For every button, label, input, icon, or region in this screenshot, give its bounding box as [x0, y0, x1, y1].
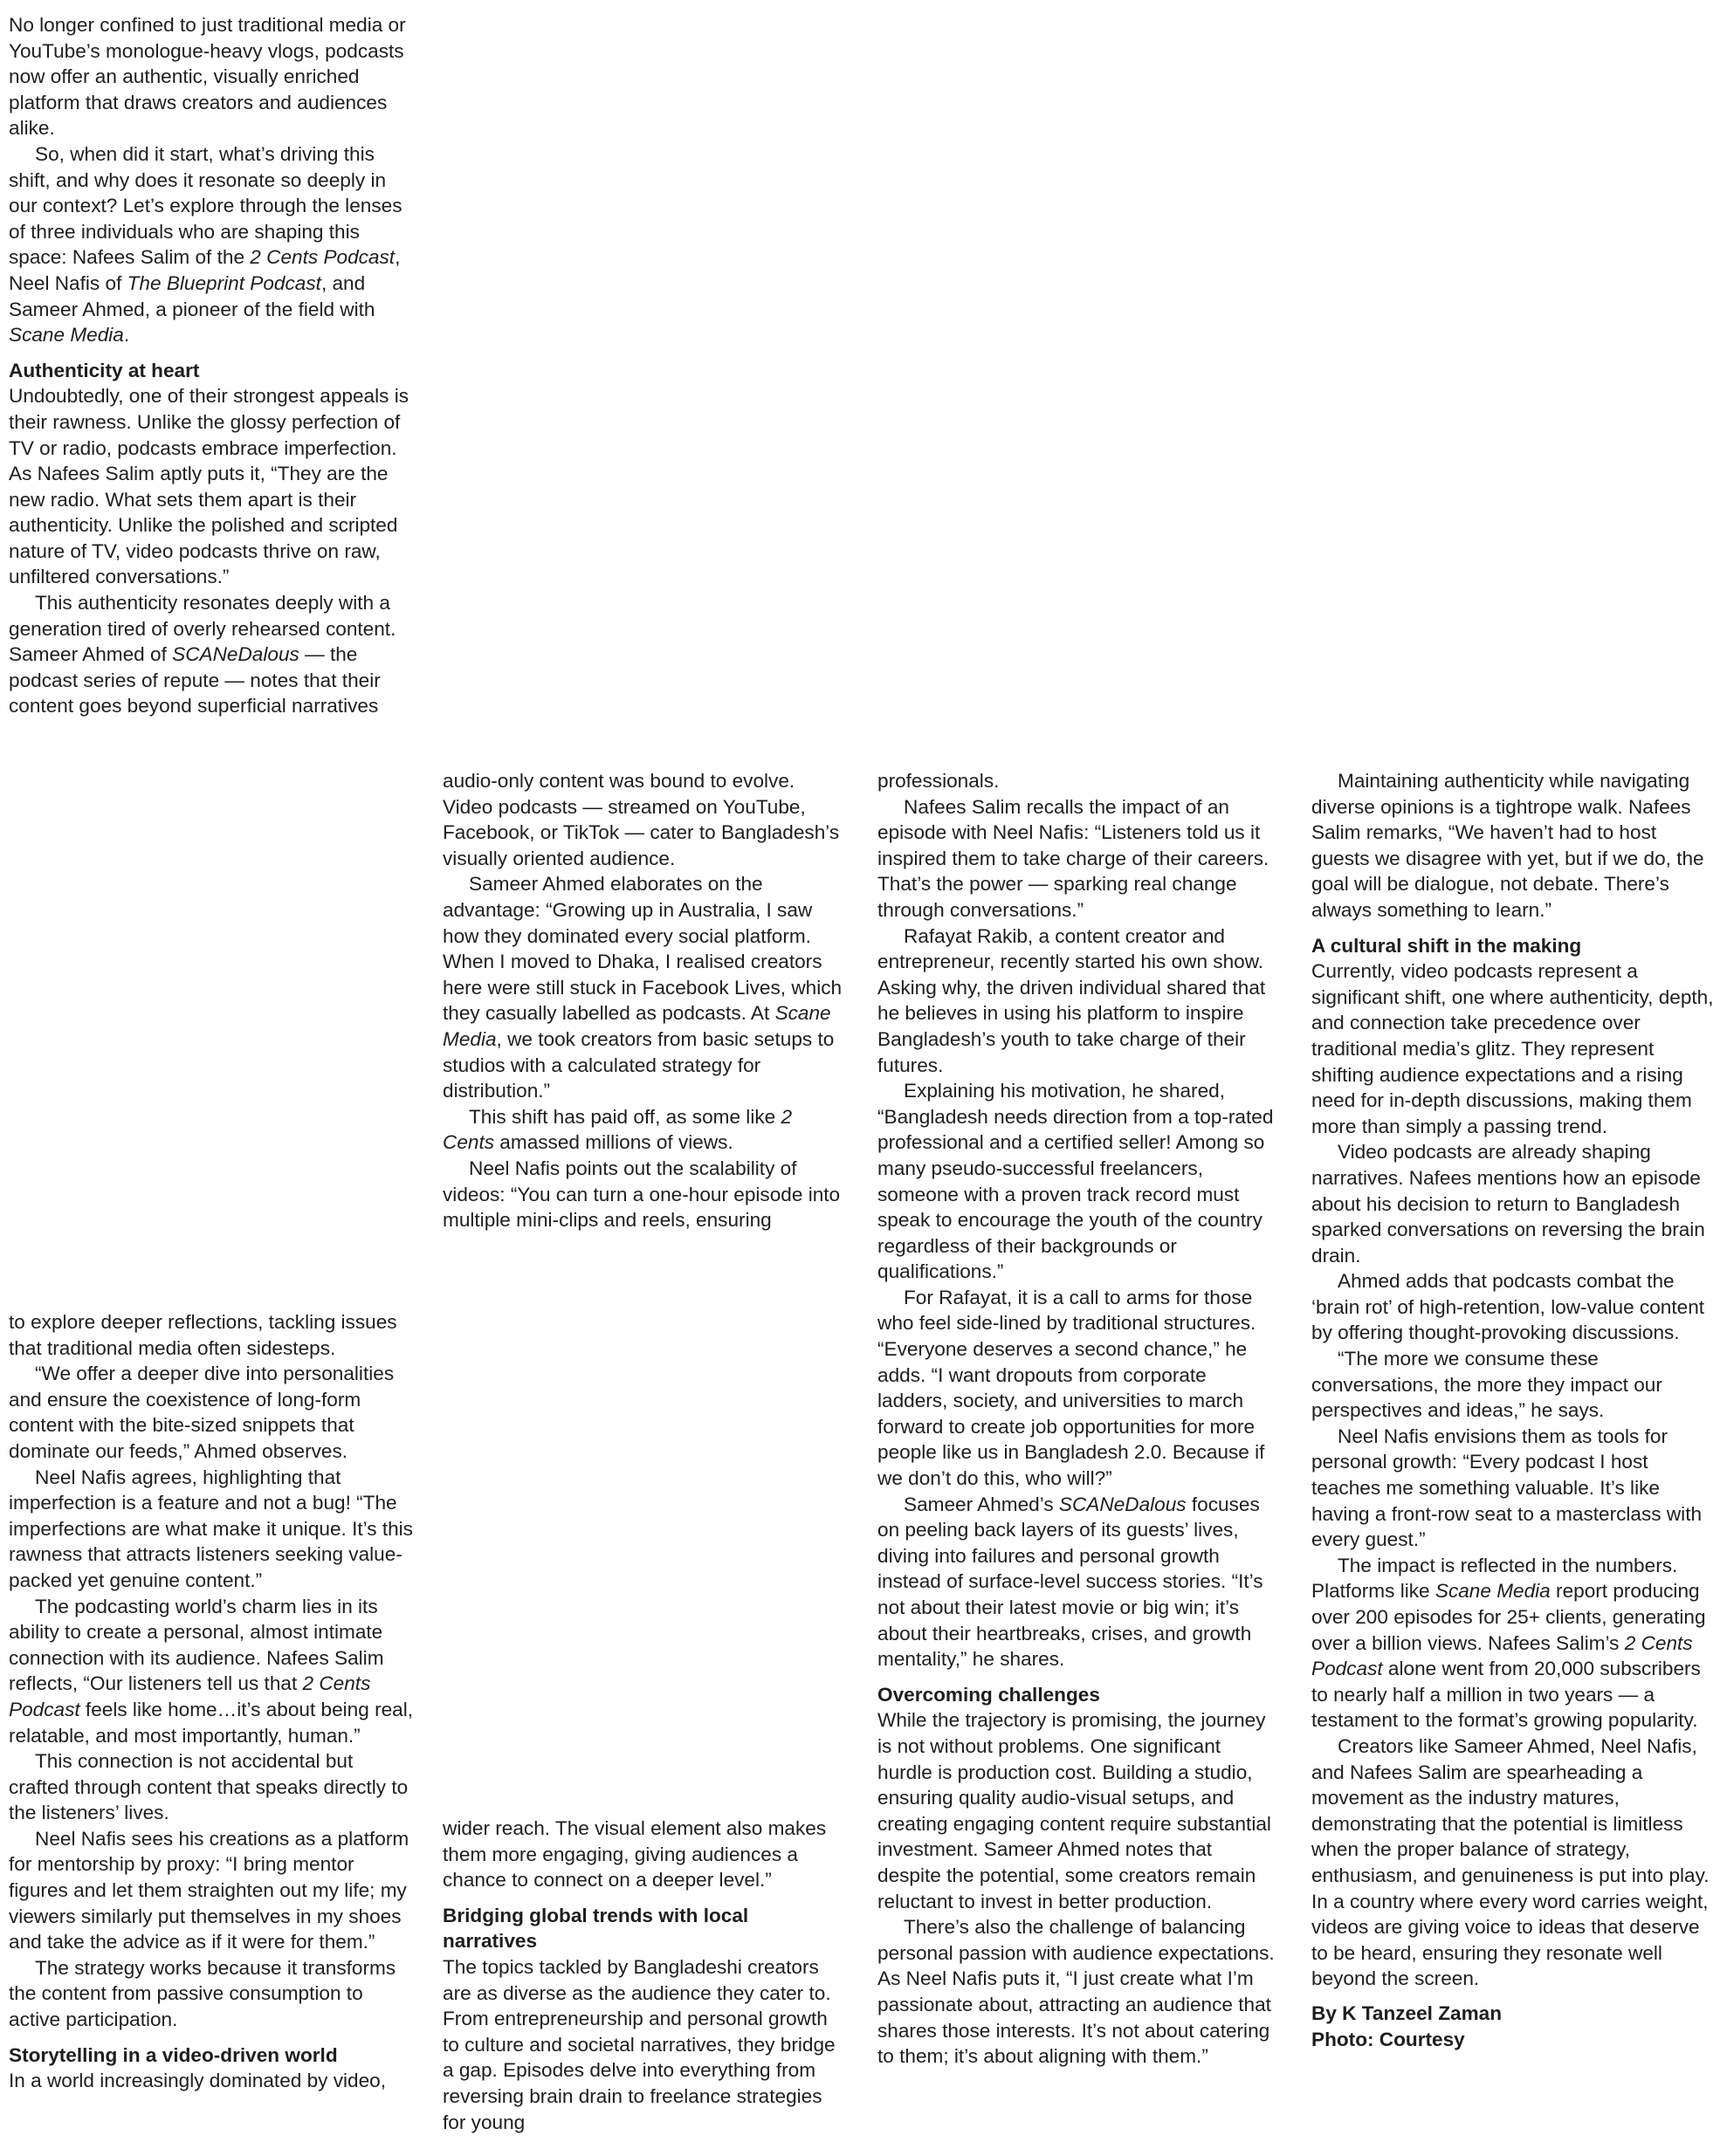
paragraph: There’s also the challenge of balancing personal passion with audience expectations. As Neel Nafis puts it, “I just create what I’m passionate about, attracting an audience that shares those interests. It’s not about catering to them; it’s about aligning with them.”: [877, 1916, 1275, 2068]
paragraph: The strategy works because it transforms the content from passive consumption to active participation.: [9, 1956, 396, 2031]
text-run: Sameer Ahmed elaborates on the advantage: “Growing up in Australia, I saw how they dominated every social platform. When I moved to Dhaka, I realised creators here were still stuck in Facebook Lives, which they casually labelled as podcasts. At: [443, 873, 843, 1025]
section-heading: A cultural shift in the making: [1311, 934, 1582, 957]
paragraph: to explore deeper reflections, tackling issues that traditional media often sidesteps.: [9, 1311, 397, 1359]
column-1-bottom: [9, 1309, 415, 2094]
paragraph: Maintaining authenticity while navigating diverse opinions is a tightrope walk. Nafees Salim remarks, “We haven’t had to host guests we disagree with yet, but if we do, the goal will be dialogue, not debate. There’s always something to learn.”: [1311, 770, 1704, 921]
paragraph: Explaining his motivation, he shared, “Bangladesh needs direction from a top-rated professional and a certified seller! Among so many pseudo-successful freelancers, someone with a proven track record must speak to encourage the youth of the country regardless of their backgrounds or qualifications.”: [877, 1080, 1274, 1283]
paragraph: No longer confined to just traditional media or YouTube’s monologue-heavy vlogs, podcasts now offer an authentic, visually enriched platform that draws creators and audiences alike.: [9, 14, 406, 140]
text-run: This authenticity resonates deeply with a generation tired of overly rehearsed content. Sameer Ahmed of: [9, 592, 396, 666]
paragraph: “We offer a deeper dive into personalities and ensure the coexistence of long-form content with the bite-sized snippets that dominate our feeds,” Ahmed observes.: [9, 1363, 395, 1462]
text-run: report producing over 200 episodes for 25+ clients, generating over a billion views. Nafees Salim’s: [1311, 1580, 1706, 1654]
text-run: feels like home…it’s about being real, relatable, and most importantly, human.”: [9, 1698, 414, 1747]
text-run: , and Sameer Ahmed, a pioneer of the field with: [9, 271, 375, 320]
paragraph: Undoubtedly, one of their strongest appeals is their rawness. Unlike the glossy perfection of TV or radio, podcasts embrace imperfection. As Nafees Salim aptly puts it, “They are the new radio. What sets them apart is their authenticity. Unlike the polished and scripted nature of TV, video podcasts thrive on raw, unfiltered conversations.”: [9, 385, 409, 588]
paragraph: While the trajectory is promising, the journey is not without problems. One significant hurdle is production cost. Building a studio, ensuring quality audio-visual setups, and creating engaging content require substantial investment. Sameer Ahmed notes that despite the potential, some creators remain reluctant to invest in better production.: [877, 1709, 1271, 1912]
italic-title: Scane Media: [9, 324, 124, 347]
paragraph: Creators like Sameer Ahmed, Neel Nafis, and Nafees Salim are spearheading a movement as the industry matures, demonstrating that the potential is limitless when the proper balance of strategy, enthusiasm, and genuineness is put into play. In a country where every word carries weight, videos are giving voice to ideas that deserve to be heard, ensuring they resonate well beyond the screen.: [1311, 1734, 1710, 1990]
italic-title: 2 Cents: [443, 1105, 793, 1154]
section-heading: Authenticity at heart: [9, 359, 200, 381]
paragraph: Rafayat Rakib, a content creator and entrepreneur, recently started his own show. Asking why, the driven individual shared that he believes in using his platform to inspire Bangladesh’s youth to take charge of their futures.: [877, 924, 1266, 1076]
author-credit: By K Tanzeel Zaman: [1311, 2002, 1503, 2024]
paragraph: In a world increasingly dominated by video,: [9, 2070, 387, 2092]
paragraph: [1311, 1553, 1717, 1734]
text-run: So, when did it start, what’s driving this shift, and why does it resonate so deeply in our context? Let’s explore through the lenses of three individuals who are shaping this space: Nafees Salim of the: [9, 142, 402, 269]
italic-title: Scane Media: [1434, 1580, 1551, 1603]
paragraph: [9, 1594, 415, 1749]
italic-title: 2 Cents Podcast: [250, 246, 396, 269]
italic-title: 2 Cents Podcast: [1311, 1631, 1693, 1680]
paragraph: Ahmed adds that podcasts combat the ‘brain rot’ of high-retention, low-value content by offering thought-provoking discussions.: [1311, 1270, 1705, 1344]
text-run: The podcasting world’s charm lies in its ability to create a personal, almost intimate connection with its audience. Nafees Salim reflects, “Our listeners tell us that: [9, 1595, 384, 1695]
text-run: This shift has paid off, as some like: [469, 1105, 781, 1128]
paragraph: Currently, video podcasts represent a significant shift, one where authenticity, depth, and connection take precedence over traditional media’s glitz. They represent shifting audience expectations and a rising need for in-depth discussions, making them more than simply a passing trend.: [1311, 960, 1714, 1137]
paragraph: Neel Nafis envisions them as tools for personal growth: “Every podcast I host teaches me something valuable. It’s like having a front-row seat to a masterclass with every guest.”: [1311, 1425, 1703, 1551]
column-2-top: [443, 768, 844, 1233]
byline: [1311, 2001, 1717, 2052]
column-4: [1311, 768, 1717, 2052]
italic-title: 2 Cents Podcast: [9, 1672, 371, 1720]
text-run: The impact is reflected in the numbers. Platforms like: [1311, 1554, 1678, 1603]
text-run: , we took creators from basic setups to studios with a calculated strategy for distribution.”: [443, 1027, 835, 1102]
section-heading: Overcoming challenges: [877, 1683, 1100, 1706]
paragraph: Video podcasts are already shaping narratives. Nafees mentions how an episode about his decision to return to Bangladesh sparked conversations on reversing the brain drain.: [1311, 1141, 1705, 1267]
column-3: [877, 768, 1279, 2070]
text-run: amassed millions of views.: [494, 1131, 733, 1154]
text-run: — the podcast series of repute — notes that their content goes beyond superficial narratives: [9, 643, 381, 718]
text-run: alone went from 20,000 subscribers to nearly half a million in two years — a testament to the format’s growing popularity.: [1311, 1658, 1701, 1732]
paragraph: For Rafayat, it is a call to arms for those who feel side-lined by traditional structures. “Everyone deserves a second chance,” he adds. “I want dropouts from corporate ladders, society, and universities to march forward to create job opportunities for more people like us in Bangladesh 2.0. Because if we don’t do this, who will?”: [877, 1286, 1265, 1490]
paragraph: Neel Nafis points out the scalability of videos: “You can turn a one-hour episode into multiple mini-clips and reels, ensuring: [443, 1157, 841, 1232]
paragraph: professionals.: [877, 770, 1000, 792]
italic-title: SCANeDalous: [172, 643, 299, 666]
italic-title: The Blueprint Podcast: [127, 271, 321, 294]
paragraph: [443, 871, 844, 1103]
paragraph: This connection is not accidental but crafted through content that speaks directly to the listeners’ lives.: [9, 1750, 409, 1824]
paragraph: [443, 1104, 844, 1156]
column-1-top: [9, 12, 415, 719]
text-run: .: [123, 324, 130, 347]
paragraph: [9, 141, 415, 348]
italic-title: Scane Media: [443, 1002, 831, 1050]
text-run: Sameer Ahmed’s: [904, 1493, 1059, 1515]
paragraph: “The more we consume these conversations, the more they impact our perspectives and ideas,” he says.: [1311, 1348, 1662, 1422]
text-run: , Neel Nafis of: [9, 246, 401, 294]
paragraph: wider reach. The visual element also makes them more engaging, giving audiences a chance to connect on a deeper level.”: [443, 1817, 827, 1892]
photo-credit: Photo: Courtesy: [1311, 2028, 1465, 2050]
text-run: focuses on peeling back layers of its guests’ lives, diving into failures and personal growth instead of surface-level success stories. “It’s not about their latest movie or big win; it’s about their heartbreaks, crises, and growth mentality,” he shares.: [877, 1493, 1263, 1671]
column-2-bottom: [443, 1816, 844, 2135]
section-heading: Storytelling in a video-driven world: [9, 2043, 338, 2066]
paragraph: audio-only content was bound to evolve. Video podcasts — streamed on YouTube, Facebook, or TikTok — cater to Bangladesh’s visually oriented audience.: [443, 770, 840, 869]
paragraph: The topics tackled by Bangladeshi creators are as diverse as the audience they cater to. From entrepreneurship and personal growth to culture and societal narratives, they bridge a gap. Episodes delve into everything from reversing brain drain to freelance strategies for young: [443, 1955, 836, 2133]
paragraph: [877, 1492, 1279, 1672]
paragraph: Nafees Salim recalls the impact of an episode with Neel Nafis: “Listeners told us it inspired them to take charge of their careers. That’s the power — sparking real change through conversations.”: [877, 795, 1269, 921]
section-heading: Bridging global trends with local narratives: [443, 1904, 749, 1953]
italic-title: SCANeDalous: [1058, 1493, 1187, 1515]
paragraph: [9, 590, 415, 719]
paragraph: Neel Nafis agrees, highlighting that imperfection is a feature and not a bug! “The imperfections are what make it unique. It’s this rawness that attracts listeners seeking value-packed yet genuine content.”: [9, 1466, 413, 1591]
paragraph: Neel Nafis sees his creations as a platform for mentorship by proxy: “I bring mentor figures and let them straighten out my life; my viewers similarly put themselves in my shoes and take the advice as if it were for them.”: [9, 1827, 409, 1953]
